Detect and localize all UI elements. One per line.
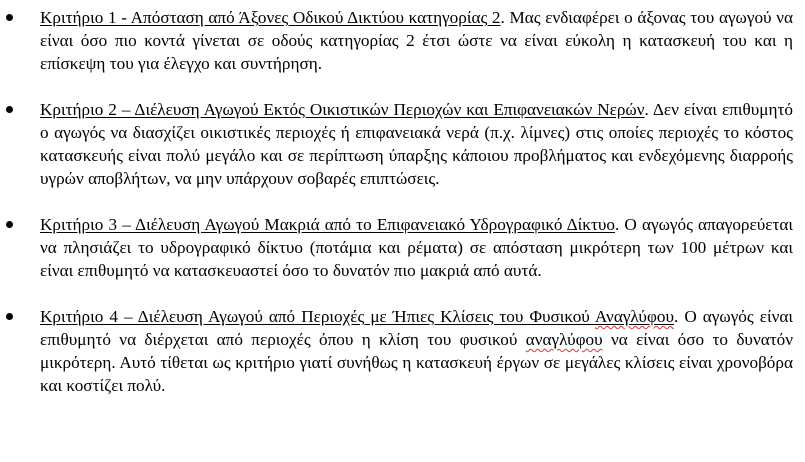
criterion-1	[0, 6, 805, 75]
spellcheck-word: Αναγλύφου	[594, 307, 674, 326]
criterion-3	[0, 213, 805, 282]
criterion-4-title-start: Κριτήριο 4 – Διέλευση Αγωγού από Περιοχές με Ήπιες Κλίσεις του Φυσικού	[40, 307, 595, 326]
criterion-4-title	[40, 307, 674, 326]
criterion-3-title: Κριτήριο 3 – Διέλευση Αγωγού Μακριά από το Επιφανειακό Υδρογραφικό Δίκτυο	[40, 215, 615, 234]
criterion-2	[0, 98, 805, 190]
criterion-2-title: Κριτήριο 2 – Διέλευση Αγωγού Εκτός Οικιστικών Περιοχών και Επιφανειακών Νερών	[40, 100, 645, 119]
bullet-icon	[6, 313, 13, 320]
document-page	[0, 6, 805, 420]
criteria-list	[0, 6, 805, 397]
criterion-4	[0, 305, 805, 397]
criterion-4-text-end: να είναι όσο το δυνατόν μικρότερη. Αυτό τίθεται ως κριτήριο γιατί συνήθως η κατασκευή έργων σε μεγάλες κλίσεις είναι χρονοβόρα και κοστίζει πολύ.	[40, 330, 793, 395]
criterion-2-text: . Δεν είναι επιθυμητό ο αγωγός να διασχίζει οικιστικές περιοχές ή επιφανειακά νερά (π.χ. λίμνες) στις οποίες περιοχές το κόστος κατασκευής είναι πολύ μεγάλο και σε περίπτωση ύπαρξης κάποιου προβλήματος και ενδεχόμενης διαρροής υγρών αποβλήτων, να μην υπάρχουν σοβαρές επιπτώσεις.	[40, 100, 793, 188]
spellcheck-word: αναγλύφου	[525, 330, 603, 349]
bullet-icon	[6, 106, 13, 113]
criterion-1-text: . Μας ενδιαφέρει ο άξονας του αγωγού να είναι όσο πιο κοντά γίνεται σε οδούς κατηγορίας 2 έτσι ώστε να είναι εύκολη η κατασκευή του και η επίσκεψη του για έλεγχο και συντήρηση.	[40, 8, 793, 73]
bullet-icon	[6, 221, 13, 228]
criterion-3-text: . Ο αγωγός απαγορεύεται να πλησιάζει το υδρογραφικό δίκτυο (ποτάμια και ρέματα) σε απόσταση μικρότερη των 100 μέτρων και είναι επιθυμητό να κατασκευαστεί όσο το δυνατόν πιο μακριά από αυτά.	[40, 215, 793, 280]
criterion-1-title: Κριτήριο 1 - Απόσταση από Άξονες Οδικού Δικτύου κατηγορίας 2	[40, 8, 501, 27]
criterion-4-text-start: . Ο αγωγός είναι επιθυμητό να διέρχεται από περιοχές όπου η κλίση του φυσικού	[40, 307, 793, 349]
bullet-icon	[6, 14, 13, 21]
